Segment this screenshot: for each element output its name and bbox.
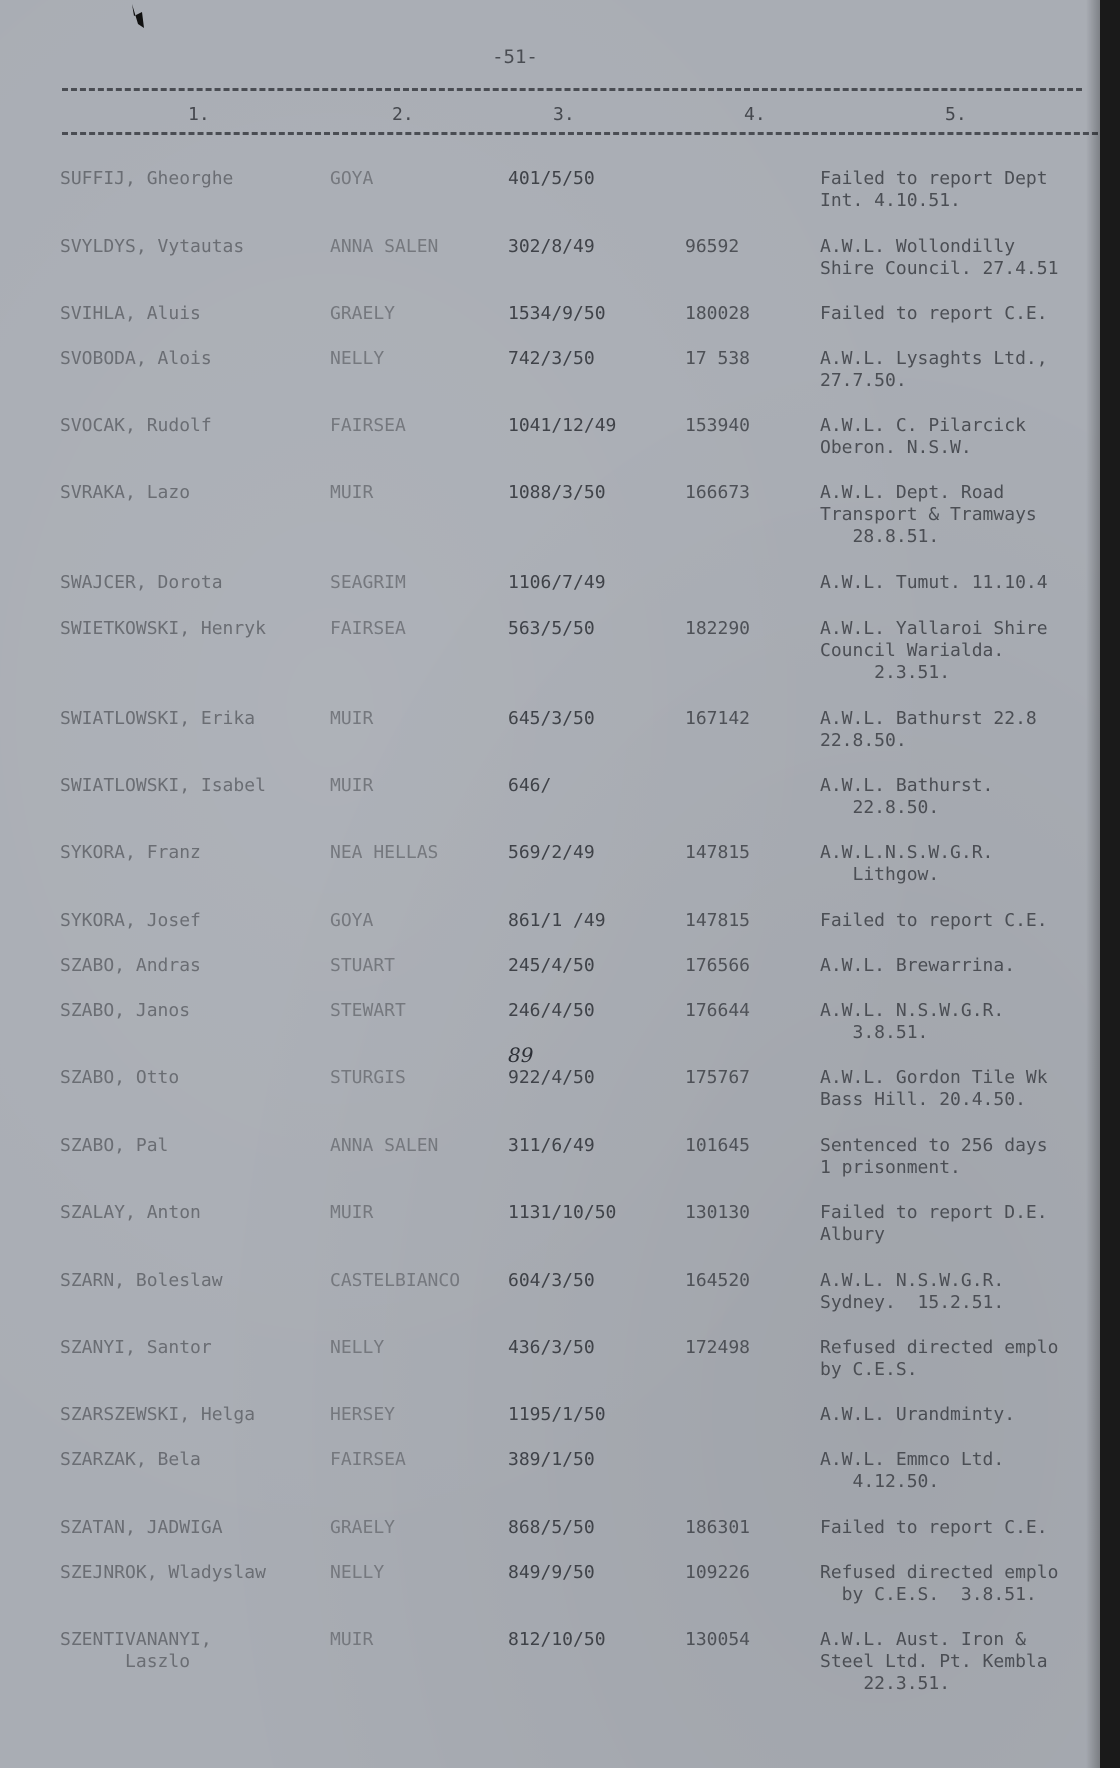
record-number: 130054 [685,1629,751,1650]
handwritten-note: 89 [508,1043,534,1067]
record-reference: 742/3/50 [508,348,595,369]
record-remark: A.W.L. Brewarrina. [820,955,1016,976]
page-edge-shadow [1086,0,1100,1768]
record-ship: FAIRSEA [330,415,406,436]
record-number: 147815 [685,910,751,931]
record-ship: GRAELY [330,303,396,324]
record-remark: A.W.L. Emmco Ltd. 4.12.50. [820,1449,1005,1492]
record-name: SVOBODA, Alois [60,348,212,369]
record-ship: FAIRSEA [330,1449,406,1470]
record-name: SZABO, Otto [60,1067,180,1088]
record-remark: A.W.L. Aust. Iron & Steel Ltd. Pt. Kembla 22.3.51. [820,1629,1048,1694]
record-ship: FAIRSEA [330,618,406,639]
record-name: SWAJCER, Dorota [60,572,223,593]
record-name: SZATAN, JADWIGA [60,1517,223,1538]
page-number: -51- [492,46,538,68]
record-ship: MUIR [330,1202,374,1223]
record-remark: A.W.L. Lysaghts Ltd., 27.7.50. [820,348,1048,391]
record-number: 176644 [685,1000,751,1021]
record-name: SVOCAK, Rudolf [60,415,212,436]
record-ship: GOYA [330,168,374,189]
record-name: SVRAKA, Lazo [60,482,191,503]
record-name: SWIATLOWSKI, Isabel [60,775,266,796]
record-name: SZALAY, Anton [60,1202,201,1223]
ink-mark [128,2,148,30]
record-reference: 245/4/50 [508,955,595,976]
record-name: SZABO, Pal [60,1135,169,1156]
header-rule-top [62,88,1082,91]
record-reference: 861/1 /49 [508,910,606,931]
record-ship: MUIR [330,775,374,796]
column-header-2: 2. [392,104,414,125]
record-reference: 1131/10/50 [508,1202,617,1223]
record-reference: 401/5/50 [508,168,595,189]
record-reference: 812/10/50 [508,1629,606,1650]
record-number: 167142 [685,708,751,729]
record-name: SWIATLOWSKI, Erika [60,708,256,729]
record-reference: 1041/12/49 [508,415,617,436]
record-ship: GOYA [330,910,374,931]
record-remark: A.W.L. Bathurst. 22.8.50. [820,775,994,818]
record-number: 147815 [685,842,751,863]
record-ship: MUIR [330,482,374,503]
record-ship: ANNA SALEN [330,236,439,257]
header-rule-bottom [62,132,1100,135]
record-ship: MUIR [330,1629,374,1650]
record-remark: Failed to report C.E. [820,910,1048,931]
record-reference: 1195/1/50 [508,1404,606,1425]
record-name: SYKORA, Franz [60,842,201,863]
record-ship: MUIR [330,708,374,729]
record-remark: A.W.L. C. Pilarcick Oberon. N.S.W. [820,415,1026,458]
record-ship: NELLY [330,1337,385,1358]
record-ship: NEA HELLAS [330,842,439,863]
record-reference: 604/3/50 [508,1270,595,1291]
record-remark: Refused directed emplo by C.E.S. 3.8.51. [820,1562,1059,1605]
record-reference: 1106/7/49 [508,572,606,593]
record-ship: NELLY [330,348,385,369]
record-name: SVIHLA, Aluis [60,303,201,324]
record-reference: 302/8/49 [508,236,595,257]
record-name: SWIETKOWSKI, Henryk [60,618,266,639]
record-number: 96592 [685,236,740,257]
record-reference: 1534/9/50 [508,303,606,324]
record-name: SZARSZEWSKI, Helga [60,1404,256,1425]
record-reference: 1088/3/50 [508,482,606,503]
record-remark: A.W.L. Bathurst 22.8 22.8.50. [820,708,1037,751]
record-number: 186301 [685,1517,751,1538]
record-name: SZENTIVANANYI, Laszlo [60,1629,212,1672]
record-name: SZABO, Janos [60,1000,191,1021]
record-reference: 389/1/50 [508,1449,595,1470]
record-remark: Failed to report C.E. [820,303,1048,324]
record-name: SVYLDYS, Vytautas [60,236,245,257]
record-number: 109226 [685,1562,751,1583]
record-remark: Failed to report C.E. [820,1517,1048,1538]
record-remark: A.W.L. Tumut. 11.10.4 [820,572,1048,593]
record-ship: GRAELY [330,1517,396,1538]
record-remark: A.W.L. Wollondilly Shire Council. 27.4.51 [820,236,1059,279]
record-remark: A.W.L. N.S.W.G.R. 3.8.51. [820,1000,1005,1043]
record-number: 164520 [685,1270,751,1291]
record-remark: Refused directed emplo by C.E.S. [820,1337,1059,1380]
record-remark: A.W.L. Dept. Road Transport & Tramways 28.8.51. [820,482,1037,547]
record-ship: STEWART [330,1000,406,1021]
record-remark: Failed to report D.E. Albury [820,1202,1048,1245]
record-ship: HERSEY [330,1404,396,1425]
record-number: 176566 [685,955,751,976]
column-header-3: 3. [553,104,575,125]
record-remark: A.W.L.N.S.W.G.R. Lithgow. [820,842,994,885]
record-number: 166673 [685,482,751,503]
record-remark: Failed to report Dept Int. 4.10.51. [820,168,1048,211]
record-ship: SEAGRIM [330,572,406,593]
record-reference: 645/3/50 [508,708,595,729]
record-remark: A.W.L. Urandminty. [820,1404,1016,1425]
column-header-1: 1. [188,104,210,125]
record-reference: 246/4/50 [508,1000,595,1021]
record-remark: A.W.L. N.S.W.G.R. Sydney. 15.2.51. [820,1270,1005,1313]
record-ship: STURGIS [330,1067,406,1088]
record-reference: 922/4/50 [508,1067,595,1088]
record-ship: NELLY [330,1562,385,1583]
record-reference: 569/2/49 [508,842,595,863]
column-header-4: 4. [744,104,766,125]
record-reference: 436/3/50 [508,1337,595,1358]
record-number: 172498 [685,1337,751,1358]
record-number: 17 538 [685,348,751,369]
record-name: SUFFIJ, Gheorghe [60,168,234,189]
record-ship: CASTELBIANCO [330,1270,461,1291]
record-number: 153940 [685,415,751,436]
record-name: SZARN, Boleslaw [60,1270,223,1291]
record-name: SZANYI, Santor [60,1337,212,1358]
record-name: SZEJNROK, Wladyslaw [60,1562,266,1583]
record-remark: Sentenced to 256 days 1 prisonment. [820,1135,1048,1178]
record-number: 182290 [685,618,751,639]
record-remark: A.W.L. Gordon Tile Wk Bass Hill. 20.4.50. [820,1067,1048,1110]
column-header-5: 5. [945,104,967,125]
record-name: SZABO, Andras [60,955,201,976]
record-name: SYKORA, Josef [60,910,201,931]
record-reference: 646/ [508,775,552,796]
record-name: SZARZAK, Bela [60,1449,201,1470]
record-reference: 311/6/49 [508,1135,595,1156]
record-reference: 868/5/50 [508,1517,595,1538]
record-reference: 563/5/50 [508,618,595,639]
record-remark: A.W.L. Yallaroi Shire Council Warialda. 2.3.51. [820,618,1048,683]
record-ship: ANNA SALEN [330,1135,439,1156]
record-number: 101645 [685,1135,751,1156]
record-number: 130130 [685,1202,751,1223]
record-ship: STUART [330,955,396,976]
record-number: 180028 [685,303,751,324]
record-reference: 849/9/50 [508,1562,595,1583]
record-number: 175767 [685,1067,751,1088]
